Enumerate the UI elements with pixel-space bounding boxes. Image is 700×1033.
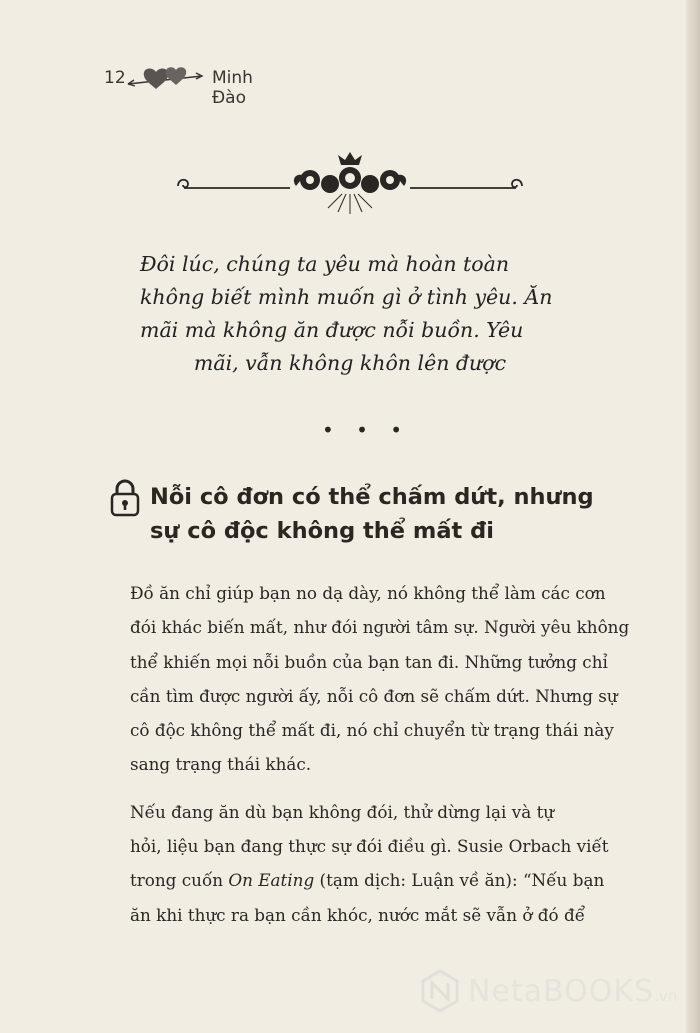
body-line: cô độc không thể mất đi, nó chỉ chuyển từ trạng thái này: [130, 720, 614, 741]
quote-line: mãi, vẫn không khôn lên được: [193, 351, 507, 375]
watermark-suffix: .vn: [654, 987, 678, 1005]
watermark-brand: NetaBOOKS: [468, 973, 655, 1009]
body-line: [130, 863, 605, 897]
body-line: sang trạng thái khác.: [130, 754, 312, 775]
body-text: [130, 576, 630, 932]
quote-line: không biết mình muốn gì ở tình yêu. Ăn: [140, 285, 553, 309]
quote-line: mãi mà không ăn được nỗi buồn. Yêu: [140, 318, 524, 342]
body-line: đói khác biến mất, như đói người tâm sự. Người yêu không: [130, 617, 630, 638]
body-line: ăn khi thực ra bạn cần khóc, nước mắt sẽ vẫn ở đó để: [130, 904, 586, 925]
body-line: cần tìm được người ấy, nỗi cô đơn sẽ chấm dứt. Nhưng sự: [130, 685, 618, 706]
book-title: On Eating: [228, 870, 315, 891]
netabooks-logo-icon: [420, 969, 460, 1013]
paragraph-gap: [130, 782, 605, 795]
floral-ornament-icon: [170, 148, 530, 218]
padlock-icon: [108, 478, 142, 518]
page-number: 12: [104, 68, 126, 88]
quote-line: Đôi lúc, chúng ta yêu mà hoàn toàn: [140, 252, 510, 276]
body-line: Nếu đang ăn dù bạn không đói, thử dừng lại và tự: [130, 801, 555, 822]
body-line: Đồ ăn chỉ giúp bạn no dạ dày, nó không thể làm các cơn: [130, 583, 606, 603]
hearts-arrow-icon: [126, 64, 204, 92]
body-text-run: trong cuốn: [130, 870, 229, 891]
pull-quote: [140, 248, 560, 380]
watermark: [420, 966, 677, 1016]
author-name: Minh Đào: [212, 68, 253, 108]
section-heading: [150, 480, 594, 548]
body-text-run: (tạm dịch: Luận về ăn): “Nếu bạn: [314, 870, 605, 891]
section-divider: • • •: [322, 418, 411, 442]
body-line: hỏi, liệu bạn đang thực sự đói điều gì. Susie Orbach viết: [130, 836, 609, 857]
heading-line: Nỗi cô đơn có thể chấm dứt, nhưng: [150, 484, 594, 510]
page-edge: [686, 0, 700, 1033]
body-line: thể khiến mọi nỗi buồn của bạn tan đi. Những tưởng chỉ: [130, 651, 608, 672]
heading-line: sự cô độc không thể mất đi: [150, 518, 494, 544]
